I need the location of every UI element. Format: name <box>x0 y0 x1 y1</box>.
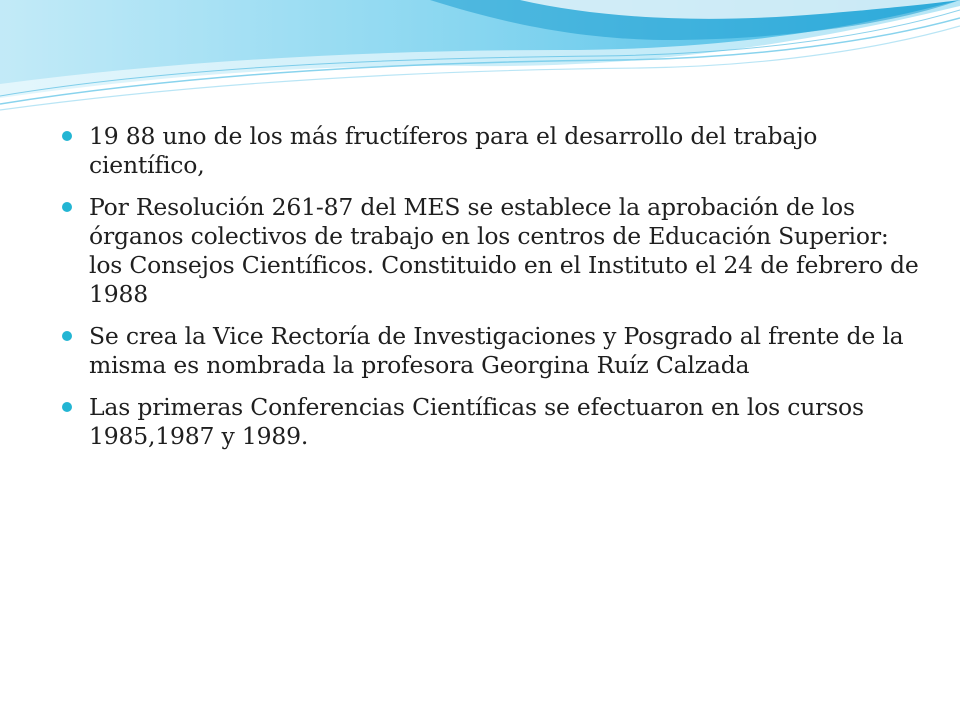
header-wave-decoration <box>0 0 960 120</box>
bullet-dot-icon <box>62 131 72 141</box>
bullet-text: Por Resolución 261-87 del MES se establece la aprobación de los órganos colectivos de trabajo en los centros de Educación Superior: los Consejos Científicos. Constituido en el Instituto el 24 de febrero de 1988 <box>89 193 919 308</box>
bullet-list <box>60 122 920 451</box>
list-item <box>60 122 920 180</box>
bullet-text: Las primeras Conferencias Científicas se efectuaron en los cursos 1985,1987 y 1989. <box>89 393 864 450</box>
content-area <box>60 122 920 464</box>
list-item <box>60 193 920 309</box>
list-item <box>60 322 920 380</box>
bullet-dot-icon <box>62 202 72 212</box>
bullet-text: 19 88 uno de los más fructíferos para el desarrollo del trabajo científico, <box>89 122 818 179</box>
list-item <box>60 393 920 451</box>
bullet-dot-icon <box>62 331 72 341</box>
bullet-text: Se crea la Vice Rectoría de Investigaciones y Posgrado al frente de la misma es nombrada la profesora Georgina Ruíz Calzada <box>89 322 904 379</box>
bullet-dot-icon <box>62 402 72 412</box>
